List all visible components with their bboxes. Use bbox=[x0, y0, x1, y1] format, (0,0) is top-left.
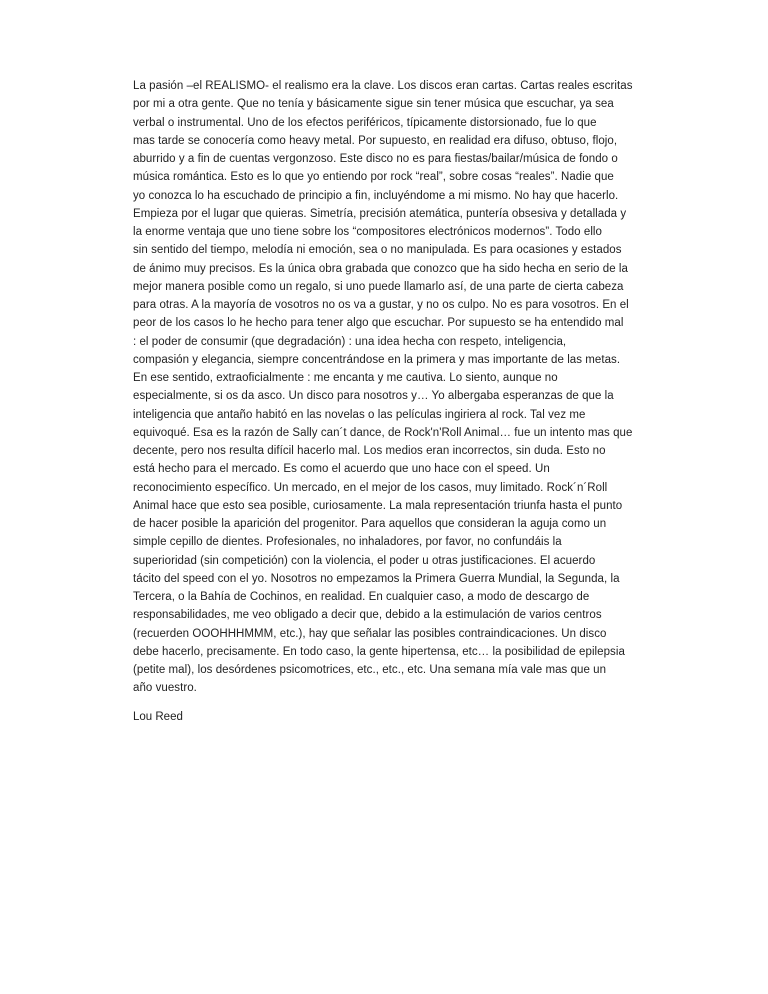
text-line: equivoqué. Esa es la razón de Sally can´t dance, de Rock'n'Roll Animal… fue un intento mas que bbox=[133, 426, 633, 439]
text-line: reconocimiento específico. Un mercado, en el mejor de los casos, muy limitado. Rock´n´Roll bbox=[133, 481, 608, 494]
text-line: mejor manera posible como un regalo, si uno puede llamarlo así, de una parte de cierta cabeza bbox=[133, 280, 624, 293]
text-line: (recuerden OOOHHHMMM, etc.), hay que señalar las posibles contraindicaciones. Un disco bbox=[133, 627, 607, 640]
signature: Lou Reed bbox=[133, 711, 183, 723]
text-line: responsabilidades, me veo obligado a decir que, debido a la estimulación de varios centros bbox=[133, 609, 602, 622]
text-line: año vuestro. bbox=[133, 682, 197, 695]
text-line: debe hacerlo, precisamente. En todo caso, la gente hipertensa, etc… la posibilidad de epilepsia bbox=[133, 645, 625, 658]
text-line: La pasión –el REALISMO- el realismo era la clave. Los discos eran cartas. Cartas reales escritas bbox=[133, 80, 633, 92]
text-line: simple cepillo de dientes. Profesionales, no inhaladores, por favor, no confundáis la bbox=[133, 536, 562, 549]
text-line: (petite mal), los desórdenes psicomotrices, etc., etc., etc. Una semana mía vale mas que un bbox=[133, 664, 607, 676]
text-line: decente, pero nos resulta difícil hacerlo mal. Los medios eran incorrectos, sin duda. Esto no bbox=[133, 445, 606, 457]
text-line: la enorme ventaja que uno tiene sobre los “compositores electrónicos modernos”. Todo ello bbox=[133, 226, 602, 238]
text-line: inteligencia que antaño habitó en las novelas o las películas ingiriera al rock. Tal vez me bbox=[133, 408, 586, 421]
text-line: yo conozca lo ha escuchado de principio a fin, incluyéndome a mi mismo. No hay que hacerlo. bbox=[133, 189, 619, 202]
text-line: de ánimo muy precisos. Es la única obra grabada que conozco que ha sido hecha en serio de la bbox=[133, 262, 628, 275]
text-line: mas tarde se conocería como heavy metal. Por supuesto, en realidad era difuso, obtuso, flojo, bbox=[133, 134, 618, 147]
text-line: música romántica. Esto es lo que yo entiendo por rock “real”, sobre cosas “reales”. Nadie que bbox=[133, 171, 614, 184]
text-line: aburrido y a fin de cuentas vergonzoso. Este disco no es para fiestas/bailar/música de fondo o bbox=[133, 153, 618, 165]
text-line: Empieza por el lugar que quieras. Simetría, precisión atemática, puntería obsesiva y detallada y bbox=[133, 207, 627, 220]
text-line: : el poder de consumir (que degradación) : una idea hecha con respeto, inteligencia, bbox=[133, 335, 567, 348]
text-line: tácito del speed con el yo. Nosotros no empezamos la Primera Guerra Mundial, la Segunda, la bbox=[133, 572, 620, 585]
text-line: para otras. A la mayoría de vosotros no os va a gustar, y no os culpo. No es para vosotros. En el bbox=[133, 299, 629, 311]
text-line: compasión y elegancia, siempre concentrándose en la primera y mas importante de las metas. bbox=[133, 353, 621, 366]
text-line: por mi a otra gente. Que no tenía y básicamente sigue sin tener música que escuchar, ya sea bbox=[133, 98, 614, 111]
text-line: Tercera, o la Bahía de Cochinos, en realidad. En cualquier caso, a modo de descargo de bbox=[133, 591, 590, 603]
text-line: verbal o instrumental. Uno de los efectos periféricos, típicamente distorsionado, fue lo que bbox=[133, 116, 597, 129]
text-line: superioridad (sin competición) con la violencia, el poder u otras justificaciones. El acuerdo bbox=[133, 554, 596, 567]
body-paragraph bbox=[133, 77, 653, 698]
text-line: Animal hace que esto sea posible, curiosamente. La mala representación triunfa hasta el punto bbox=[133, 499, 623, 512]
text-line: especialmente, si os da asco. Un disco para nosotros y… Yo albergaba esperanzas de que la bbox=[133, 390, 614, 403]
text-line: de hacer posible la aparición del progenitor. Para aquellos que consideran la aguja como un bbox=[133, 518, 607, 530]
text-line: sin sentido del tiempo, melodía ni emoción, sea o no manipulada. Es para ocasiones y estados bbox=[133, 244, 622, 257]
text-line: peor de los casos lo he hecho para tener algo que escuchar. Por supuesto se ha entendido mal bbox=[133, 317, 624, 330]
text-line: En ese sentido, extraoficialmente : me encanta y me cautiva. Lo siento, aunque no bbox=[133, 372, 558, 384]
text-line: está hecho para el mercado. Es como el acuerdo que uno hace con el speed. Un bbox=[133, 463, 550, 476]
